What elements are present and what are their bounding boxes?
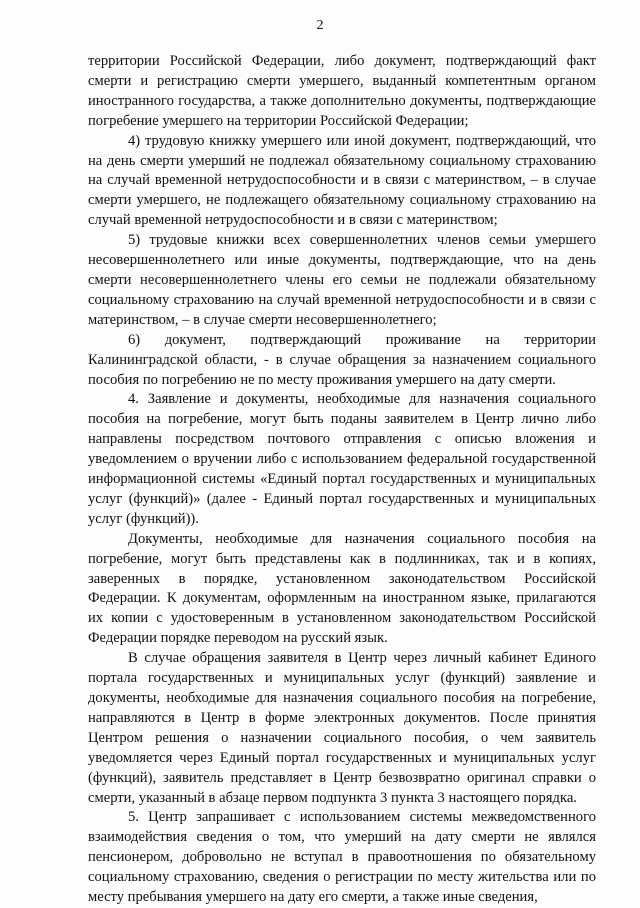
page-number: 2	[316, 18, 324, 33]
paragraph-section-4-submission: 4. Заявление и документы, необходимые для назначения социального пособия на погребение, могут быть поданы заявителем в Центр лично либо направлены посредством почтового отправления с описью вложения и уведомлением о вручении либо с использованием федеральной государственной информационной системы «Единый портал государственных и муниципальных услуг (функций)» (далее - Единый портал государственных и муниципальных услуг (функций)).	[88, 391, 596, 527]
paragraph-item-4-work-book: 4) трудовую книжку умершего или иной документ, подтверждающий, что на день смерти умерший не подлежал обязательному социальному страхованию на случай временной нетрудоспособности и в связи с материнством, – в случае смерти умершего, не подлежащего обязательному социальному страхованию на случай временной нетрудоспособности и в связи с материнством;	[88, 132, 596, 229]
paragraph-item-6-residence-document: 6) документ, подтверждающий проживание на территории Калининградской области, - в случае обращения за назначением социального пособия по погребению не по месту проживания умершего на дату смерти.	[88, 331, 596, 388]
paragraph-electronic-submission: В случае обращения заявителя в Центр через личный кабинет Единого портала государственных и муниципальных услуг (функций) заявление и документы, необходимые для назначения социального пособия на погребение, направляются в Центр в форме электронных документов. После принятия Центром решения о назначении социального пособия, о чем заявитель уведомляется через Единый портал государственных и муниципальных услуг (функций), заявитель представляет в Центр безвозвратно оригинал справки о смерти, указанный в абзаце первом подпункта 3 пункта 3 настоящего порядка.	[88, 650, 596, 806]
paragraph-item-5-family-work-books: 5) трудовые книжки всех совершеннолетних членов семьи умершего несовершеннолетнего или иные документы, подтверждающие, что на день смерти несовершеннолетнего члены его семьи не подлежали обязательному социальному страхованию на случай временной нетрудоспособности и в связи с материнством, – в случае смерти несовершеннолетнего;	[88, 232, 596, 328]
document-body	[88, 52, 596, 908]
paragraph-continuation: территории Российской Федерации, либо документ, подтверждающий факт смерти и регистрацию смерти умершего, выданный компетентным органом иностранного государства, а также дополнительно документы, подтверждающие погребение умершего на территории Российской Федерации;	[88, 53, 596, 129]
paragraph-documents-originals-copies: Документы, необходимые для назначения социального пособия на погребение, могут быть представлены как в подлинниках, так и в копиях, заверенных в порядке, установленном законодательством Российской Федерации. К документам, оформленным на иностранном языке, прилагаются их копии с удостоверенным в установленном законодательством Российской Федерации порядке переводом на русский язык.	[88, 530, 596, 647]
paragraph-section-5-interagency-request: 5. Центр запрашивает с использованием системы межведомственного взаимодействия сведения о том, что умерший на дату смерти не являлся пенсионером, добровольно не вступал в правоотношения по обязательному социальному страхованию, сведения о регистрации по месту жительства или по месту пребывания умершего на дату его смерти, а также иные сведения,	[88, 809, 596, 906]
